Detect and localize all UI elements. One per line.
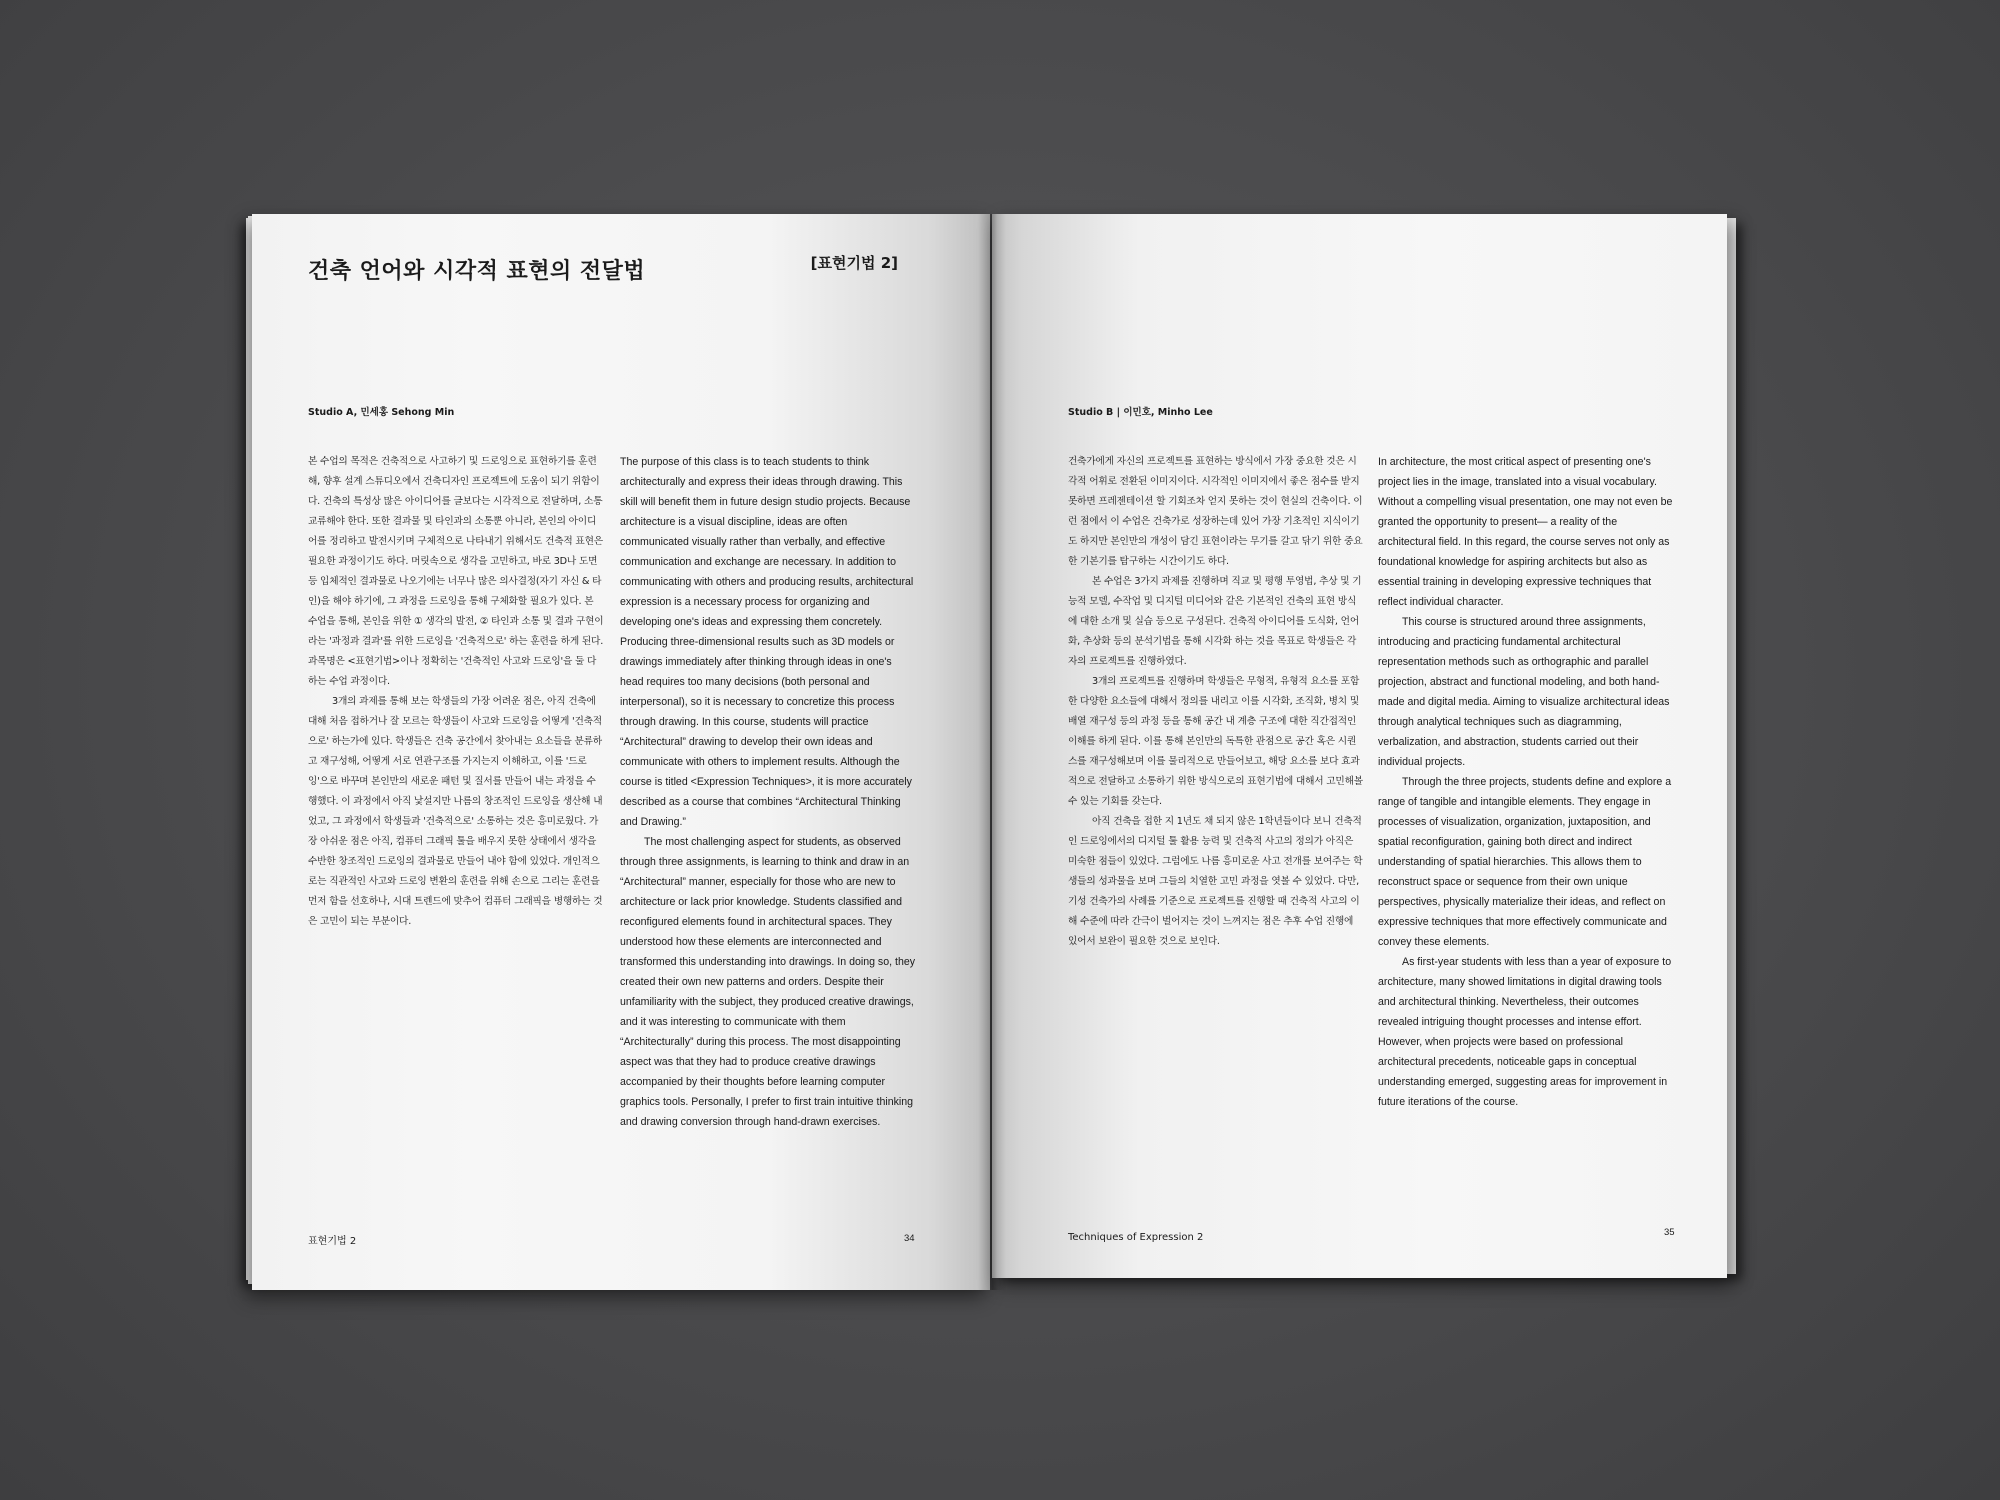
paragraph: In architecture, the most critical aspect of presenting one's project lies in the image, translated into a visual vocabulary. Without a compelling visual presentation, one may not even be granted the opportunity to present— a reality of the architectural field. In this regard, the course serves not only as foundational knowledge for aspiring architects but also as essential training in developing expressive techniques that reflect individual character. bbox=[1378, 456, 1673, 608]
paragraph: 3개의 과제를 통해 보는 학생들의 가장 어려운 점은, 아직 건축에 대해 처음 접하거나 잘 모르는 학생들이 사고와 드로잉을 어떻게 '건축적으로' 하는가에 있다. 학생들은 건축 공간에서 찾아내는 요소들을 분류하고 재구성해, 어떻게 서로 연관구조를 가지는지 이해하고, 이를 '드로잉'으로 바꾸며 본인만의 새로운 패턴 및 질서를 만들어 내는 과정을 수행했다. 이 과정에서 아직 낯설지만 나름의 창조적인 드로잉을 생산해 내었고, 그 과정에서 학생들과 '건축적으로' 소통하는 것은 흥미로웠다. 가장 아쉬운 점은 아직, 컴퓨터 그래픽 툴을 배우지 못한 상태에서 생각을 수반한 창조적인 드로잉의 결과물로 만들어 내야 함에 있었다. 개인적으로는 직관적인 사고와 드로잉 변환의 훈련을 위해 손으로 그리는 훈련을 먼저 함을 선호하나, 시대 트렌드에 맞추어 컴퓨터 그래픽을 병행하는 것은 고민이 되는 부분이다. bbox=[308, 696, 603, 927]
page-title: 건축 언어와 시각적 표현의 전달법 bbox=[308, 259, 646, 284]
paragraph: 본 수업은 3가지 과제를 진행하며 직교 및 평행 투영법, 추상 및 기능적 모델, 수작업 및 디지털 미디어와 같은 기본적인 건축의 표현 방식에 대한 소개 및 실습 등으로 구성된다. 건축적 아이디어를 도식화, 언어화, 추상화 등의 분석기법을 통해 시각화 하는 것을 목표로 학생들은 각자의 프로젝트를 진행하였다. bbox=[1068, 576, 1362, 667]
running-footer: Techniques of Expression 2 bbox=[1068, 1232, 1204, 1243]
author-credit: Studio B | 이민호, Minho Lee bbox=[1068, 407, 1213, 418]
paragraph: 본 수업의 목적은 건축적으로 사고하기 및 드로잉으로 표현하기를 훈련해, 향후 설계 스튜디오에서 건축디자인 프로젝트에 도움이 되기 위함이다. 건축의 특성상 많은 아이디어를 글보다는 시각적으로 전달하며, 소통 교류해야 한다. 또한 결과물 및 타인과의 소통뿐 아니라, 본인의 아이디어를 정리하고 발전시키며 구체적으로 나타내기 위해서도 건축적 표현은 필요한 과정이기도 하다. 머릿속으로 생각을 고민하고, 바로 3D나 도면 등 입체적인 결과물로 나오기에는 너무나 많은 의사결정(자기 자신 & 타인)을 해야 하기에, 그 과정을 드로잉을 통해 구체화할 필요가 있다. 본 수업을 통해, 본인을 위한 ① 생각의 발전, ② 타인과 소통 및 결과 구현이라는 '과정과 결과'를 위한 드로잉을 '건축적으로' 하는 훈련을 하게 된다. 과목명은 <표현기법>이나 정확히는 '건축적인 사고와 드로잉'을 둘 다 하는 수업 과정이다. bbox=[308, 456, 604, 687]
paragraph: 아직 건축을 접한 지 1년도 채 되지 않은 1학년들이다 보니 건축적인 드로잉에서의 디지털 툴 활용 능력 및 건축적 사고의 정의가 아직은 미숙한 점들이 있었다. 그럼에도 나름 흥미로운 사고 전개를 보여주는 학생들의 성과물을 보며 그들의 치열한 고민 과정을 엿볼 수 있었다. 다만, 기성 건축가의 사례를 기준으로 프로젝트를 진행할 때 건축적 사고의 이해 수준에 따라 간극이 벌어지는 것이 느껴지는 점은 추후 수업 진행에 있어서 보완이 필요한 것으로 보인다. bbox=[1068, 816, 1363, 947]
paragraph: 건축가에게 자신의 프로젝트를 표현하는 방식에서 가장 중요한 것은 시각적 어휘로 전환된 이미지이다. 시각적인 이미지에서 좋은 점수를 받지 못하면 프레젠테이션 할 기회조차 얻지 못하는 것이 현실의 건축이다. 이런 점에서 이 수업은 건축가로 성장하는데 있어 가장 기초적인 지식이기도 하지만 본인만의 개성이 담긴 표현이라는 무기를 갈고 닦기 위한 중요한 기본기를 탐구하는 시간이기도 하다. bbox=[1068, 456, 1363, 567]
author-credit: Studio A, 민세홍 Sehong Min bbox=[308, 407, 455, 418]
english-text-column bbox=[1378, 452, 1676, 1112]
paragraph: As first-year students with less than a year of exposure to architecture, many showed limitations in digital drawing tools and architectural thinking. Nevertheless, their outcomes revealed intriguing thought processes and intense effort. However, when projects were based on professional architectural precedents, noticeable gaps in conceptual understanding emerged, suggesting areas for improvement in future iterations of the course. bbox=[1378, 956, 1672, 1108]
english-text-column bbox=[620, 452, 916, 1132]
page-number: 35 bbox=[1664, 1227, 1675, 1238]
left-page bbox=[252, 214, 990, 1290]
paragraph: 3개의 프로젝트를 진행하며 학생들은 무형적, 유형적 요소를 포함한 다양한 요소들에 대해서 정의를 내리고 이를 시각화, 조직화, 병치 및 배열 재구성 등의 과정 등을 통해 공간 내 계층 구조에 대한 직간접적인 이해를 하게 된다. 이를 통해 본인만의 독특한 관점으로 공간 혹은 시퀀스를 재구성해보며 이를 물리적으로 만들어보고, 해당 요소를 보다 효과적으로 전달하고 소통하기 위한 방식으로의 표현기법에 대해서 고민해볼 수 있는 기회를 갖는다. bbox=[1068, 676, 1363, 807]
paragraph: This course is structured around three assignments, introducing and practicing fundamental architectural representation methods such as orthographic and parallel projection, abstract and functional modeling, and both hand-made and digital media. Aiming to visualize architectural ideas through analytical techniques such as diagramming, verbalization, and abstraction, students carried out their individual projects. bbox=[1378, 616, 1670, 768]
running-footer: 표현기법 2 bbox=[308, 1236, 357, 1247]
korean-text-column bbox=[308, 452, 604, 932]
book-gutter-shadow bbox=[978, 214, 1006, 1290]
paragraph: Through the three projects, students define and explore a range of tangible and intangible elements. They engage in processes of visualization, organization, juxtaposition, and spatial reconfiguration, gaining both direct and indirect understanding of spatial hierarchies. This allows them to reconstruct space or sequence from their own unique perspectives, physically materialize their ideas, and reflect on expressive techniques that more effectively communicate and convey these elements. bbox=[1378, 776, 1672, 948]
section-tag: [표현기법 2] bbox=[810, 254, 898, 272]
page-number: 34 bbox=[904, 1233, 915, 1244]
paragraph: The purpose of this class is to teach students to think architecturally and express their ideas through drawing. This skill will benefit them in future design studio projects. Because architecture is a visual discipline, ideas are often communicated visually rather than verbally, and effective communication and exchange are necessary. In addition to communicating with others and producing results, architectural expression is a necessary process for organizing and developing one's ideas and expressing them concretely. Producing three-dimensional results such as 3D models or drawings immediately after thinking through ideas in one's head requires too many decisions (both personal and interpersonal), so it is necessary to concretize this process through drawing. In this course, students will practice “Architectural” drawing to develop their own ideas and communicate with others to implement results. Although the course is titled <Expression Techniques>, it is more accurately described as a course that combines “Architectural Thinking and Drawing.” bbox=[620, 456, 914, 828]
right-page bbox=[992, 214, 1727, 1278]
korean-text-column bbox=[1068, 452, 1364, 952]
paragraph: The most challenging aspect for students, as observed through three assignments, is learning to think and draw in an “Architectural” manner, especially for those who are new to architecture or lack prior knowledge. Students classified and reconfigured elements found in architectural spaces. They understood how these elements are interconnected and transformed this understanding into drawings. In doing so, they created their own new patterns and orders. Despite their unfamiliarity with the subject, they produced creative drawings, and it was interesting to communicate with them “Architecturally” during this process. The most disappointing aspect was that they had to produce creative drawings accompanied by their thoughts before learning computer graphics tools. Personally, I prefer to first train intuitive thinking and drawing conversion through hand-drawn exercises. bbox=[620, 836, 916, 1128]
